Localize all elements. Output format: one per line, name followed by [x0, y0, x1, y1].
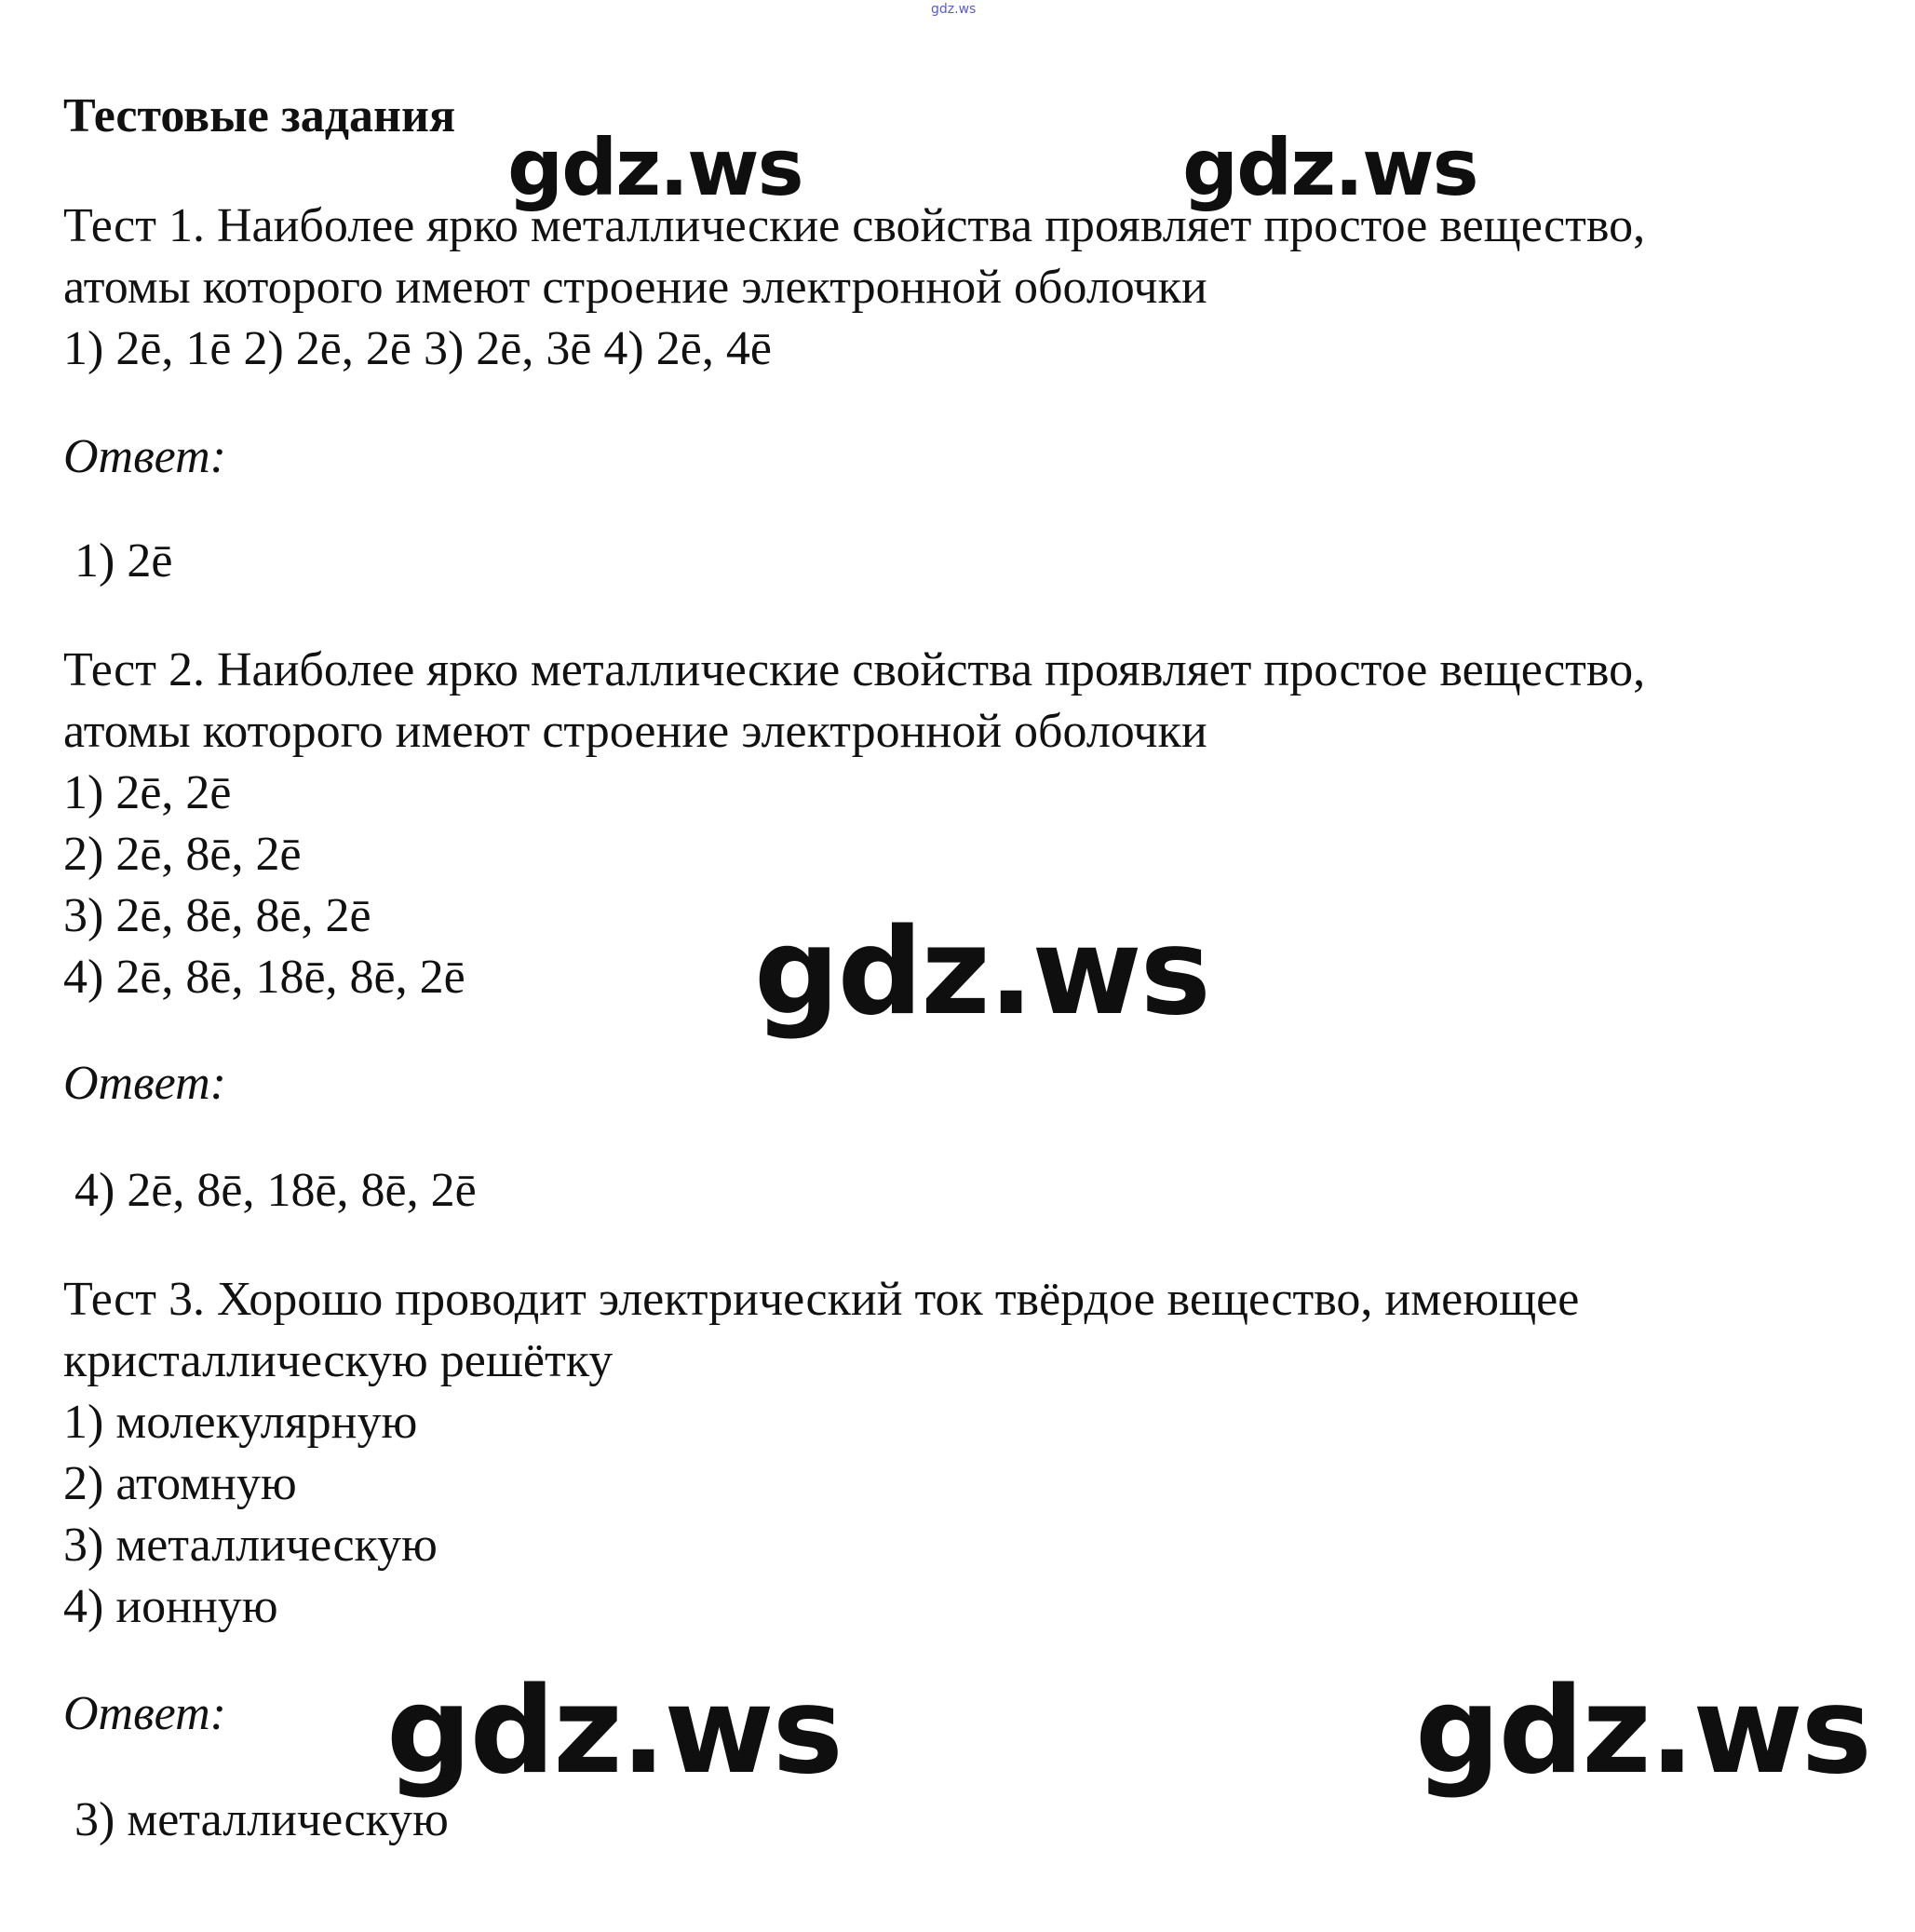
test1-question-line1: Тест 1. Наиболее ярко металлические свойства проявляет простое вещество,: [63, 199, 1646, 252]
test1-question-line2: атомы которого имеют строение электронной оболочки: [63, 261, 1207, 314]
section-title: Тестовые задания: [63, 89, 456, 142]
watermark-logo: gdz.ws: [507, 122, 802, 213]
test3-answer-value: 3) металлическую: [74, 1793, 449, 1846]
test2-option: 1) 2ē, 2ē: [63, 766, 232, 819]
test2-option: 2) 2ē, 8ē, 2ē: [63, 828, 302, 881]
test2-answer-value: 4) 2ē, 8ē, 18ē, 8ē, 2ē: [74, 1164, 477, 1217]
test1-answer-label: Ответ:: [63, 430, 226, 483]
test1-options: 1) 2ē, 1ē 2) 2ē, 2ē 3) 2ē, 3ē 4) 2ē, 4ē: [63, 322, 772, 375]
test1-answer-value: 1) 2ē: [74, 534, 173, 588]
test2-question-line2: атомы которого имеют строение электронной оболочки: [63, 705, 1207, 758]
test2-answer-label: Ответ:: [63, 1057, 226, 1110]
test2-option: 3) 2ē, 8ē, 8ē, 2ē: [63, 889, 371, 942]
watermark-logo: gdz.ws: [1182, 122, 1477, 213]
test3-question-line2: кристаллическую решётку: [63, 1334, 614, 1387]
test3-question-line1: Тест 3. Хорошо проводит электрический ток твёрдое вещество, имеющее: [63, 1273, 1580, 1326]
test3-answer-label: Ответ:: [63, 1687, 226, 1740]
watermark-logo: gdz.ws: [386, 1662, 842, 1801]
test3-option: 3) металлическую: [63, 1519, 438, 1572]
test3-option: 1) молекулярную: [63, 1396, 418, 1449]
test2-question-line1: Тест 2. Наиболее ярко металлические свойства проявляет простое вещество,: [63, 643, 1646, 696]
watermark-logo: gdz.ws: [754, 903, 1209, 1042]
test3-option: 4) ионную: [63, 1580, 278, 1633]
test2-option: 4) 2ē, 8ē, 18ē, 8ē, 2ē: [63, 951, 465, 1004]
site-mark-tiny: gdz.ws: [931, 2, 977, 17]
watermark-logo: gdz.ws: [1415, 1662, 1870, 1801]
test3-option: 2) атомную: [63, 1457, 297, 1510]
